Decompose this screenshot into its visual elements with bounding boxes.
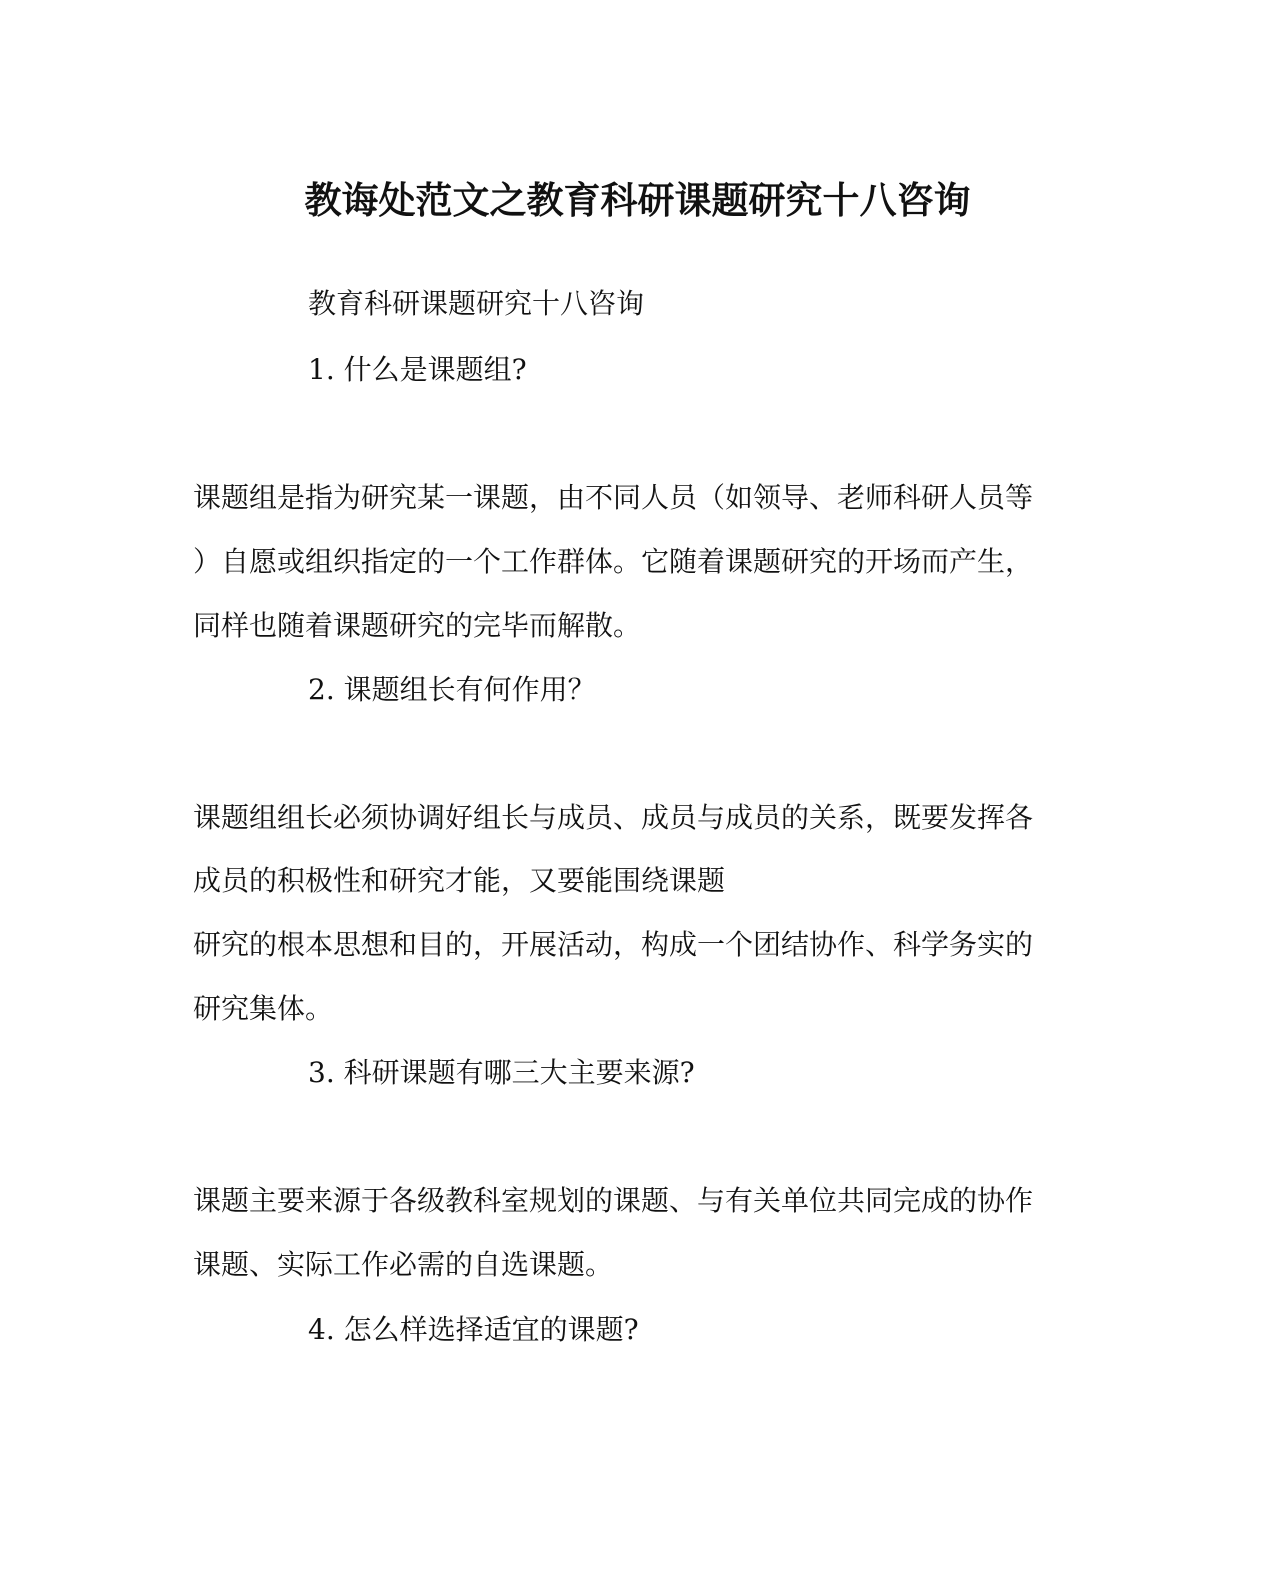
answer-1-line-2: ）自愿或组织指定的一个工作群体。它随着课题研究的开场而产生，: [193, 545, 1034, 578]
answer-3-line-1: 课题主要来源于各级教科室规划的课题、与有关单位共同完成的协作: [193, 1184, 1034, 1217]
answer-3-line-2: 课题、实际工作必需的自选课题。: [193, 1248, 614, 1281]
question-1: 1. 什么是课题组?: [308, 353, 527, 386]
answer-1-line-3: 同样也随着课题研究的完毕而解散。: [193, 609, 642, 642]
answer-2-line-2: 成员的积极性和研究才能，又要能围绕课题: [193, 864, 726, 897]
answer-2-line-1: 课题组组长必须协调好组长与成员、成员与成员的关系，既要发挥各: [193, 801, 1034, 834]
answer-1-line-1: 课题组是指为研究某一课题，由不同人员（如领导、老师科研人员等: [193, 481, 1034, 514]
question-4: 4. 怎么样选择适宜的课题?: [308, 1313, 639, 1346]
answer-2-line-3: 研究的根本思想和目的，开展活动，构成一个团结协作、科学务实的: [193, 928, 1034, 961]
document-title: 教诲处范文之教育科研课题研究十八咨询: [304, 178, 971, 222]
question-2: 2. 课题组长有何作用？: [308, 673, 596, 706]
document-subtitle: 教育科研课题研究十八咨询: [308, 287, 645, 320]
question-3: 3. 科研课题有哪三大主要来源?: [308, 1056, 695, 1089]
answer-2-line-4: 研究集体。: [193, 992, 334, 1025]
